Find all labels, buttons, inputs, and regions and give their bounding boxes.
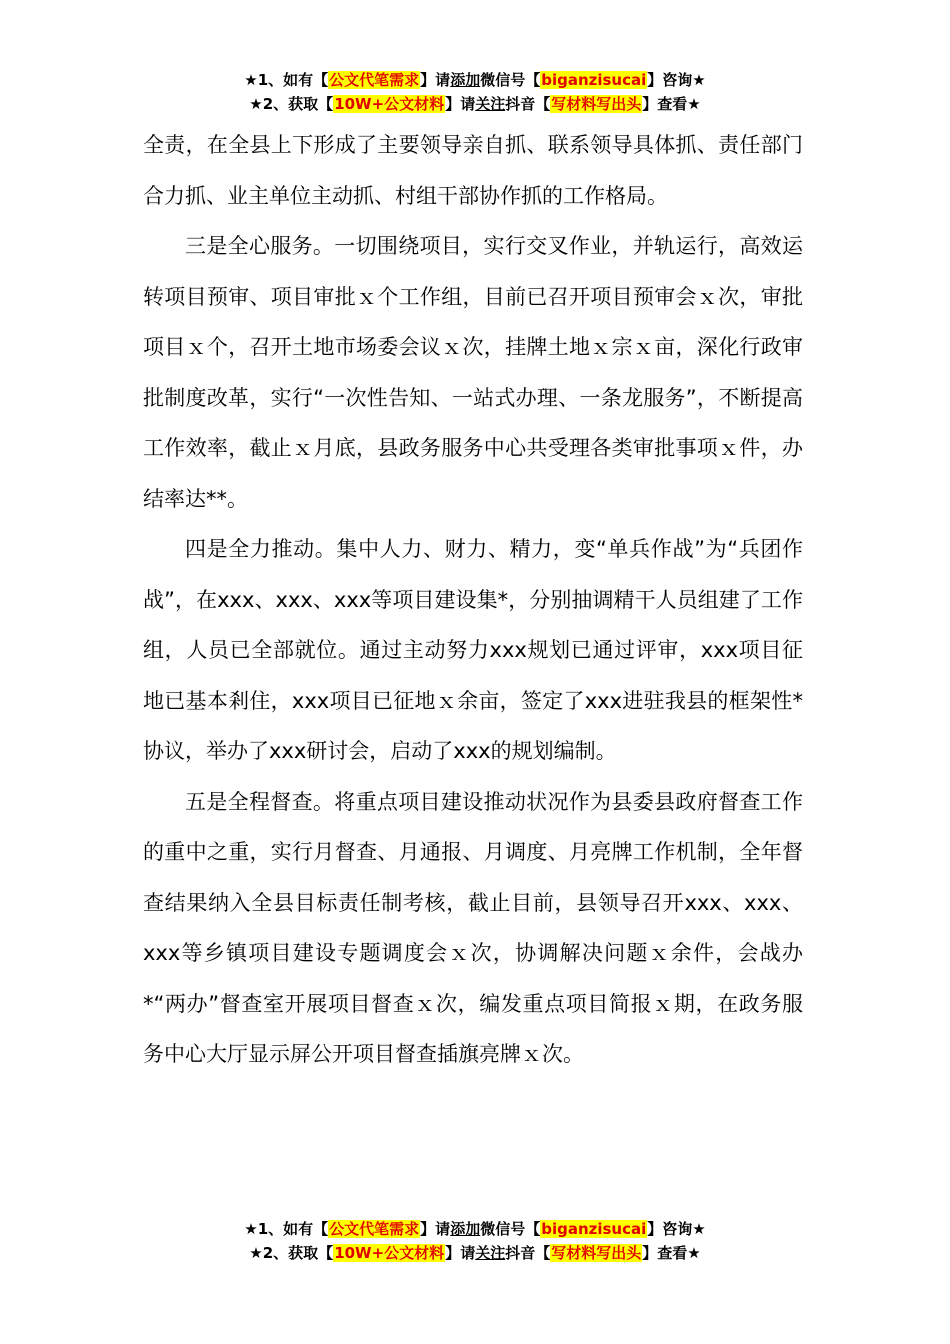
document-body	[143, 120, 803, 1080]
footer-banner-line-2	[0, 1241, 950, 1265]
banner-underline: 添加	[450, 71, 481, 89]
banner-highlight-wechat-id: biganzisucai	[541, 71, 647, 89]
banner-text: 】咨询★	[647, 1220, 706, 1238]
banner-text: 微信号【	[480, 71, 541, 89]
banner-text: ★2、获取【	[249, 1244, 334, 1262]
header-banner	[0, 68, 950, 116]
banner-underline: 关注	[475, 95, 506, 113]
header-banner-line-2	[0, 92, 950, 116]
banner-highlight: 公文代笔需求	[329, 71, 420, 89]
banner-text: 】咨询★	[647, 71, 706, 89]
footer-banner-line-1	[0, 1217, 950, 1241]
banner-text: 】请	[445, 95, 476, 113]
banner-underline: 添加	[450, 1220, 481, 1238]
paragraph-service: 三是全心服务。一切围绕项目，实行交叉作业，并轨运行，高效运转项目预审、项目审批ｘ个工作组，目前已召开项目预审会ｘ次，审批项目ｘ个，召开土地市场委会议ｘ次，挂牌土地ｘ宗ｘ亩，深化行政审批制度改革，实行“一次性告知、一站式办理、一条龙服务”，不断提高工作效率，截止ｘ月底，县政务服务中心共受理各类审批事项ｘ件，办结率达**。	[143, 234, 803, 511]
paragraph-promotion: 四是全力推动。集中人力、财力、精力，变“单兵作战”为“兵团作战”，在xxx、xxx、xxx等项目建设集*，分别抽调精干人员组建了工作组，人员已全部就位。通过主动努力xxx规划已通过评审，xxx项目征地已基本剎住，xxx项目已征地ｘ余亩，签定了xxx进驻我县的框架性*协议，举办了xxx研讨会，启动了xxx的规划编制。	[143, 537, 803, 763]
banner-text: 】请	[445, 1244, 476, 1262]
banner-highlight-douyin-account: 写材料写出头	[551, 1244, 642, 1262]
paragraph-continuation: 全责，在全县上下形成了主要领导亲自抓、联系领导具体抓、责任部门合力抓、业主单位主动抓、村组干部协作抓的工作格局。	[143, 133, 803, 208]
banner-text: 】请	[420, 71, 451, 89]
banner-text: ★1、如有【	[244, 1220, 329, 1238]
banner-highlight: 公文代笔需求	[329, 1220, 420, 1238]
banner-text: 抖音【	[505, 1244, 551, 1262]
banner-underline: 关注	[475, 1244, 506, 1262]
banner-text: 】查看★	[642, 1244, 701, 1262]
footer-banner	[0, 1217, 950, 1265]
banner-text: 】请	[420, 1220, 451, 1238]
banner-text: 】查看★	[642, 95, 701, 113]
paragraph-supervision: 五是全程督查。将重点项目建设推动状况作为县委县政府督查工作的重中之重，实行月督查、月通报、月调度、月亮牌工作机制，全年督查结果纳入全县目标责任制考核，截止目前，县领导召开xxx、xxx、xxx等乡镇项目建设专题调度会ｘ次，协调解决问题ｘ余件，会战办*“两办”督查室开展项目督查ｘ次，编发重点项目简报ｘ期，在政务服务中心大厅显示屏公开项目督查插旗亮牌ｘ次。	[143, 789, 803, 1066]
banner-highlight-douyin-account: 写材料写出头	[551, 95, 642, 113]
banner-text: 抖音【	[505, 95, 551, 113]
header-banner-line-1	[0, 68, 950, 92]
banner-highlight: 10W+公文材料	[334, 95, 445, 113]
banner-text: ★1、如有【	[244, 71, 329, 89]
banner-text: 微信号【	[480, 1220, 541, 1238]
banner-highlight: 10W+公文材料	[334, 1244, 445, 1262]
banner-text: ★2、获取【	[249, 95, 334, 113]
banner-highlight-wechat-id: biganzisucai	[541, 1220, 647, 1238]
